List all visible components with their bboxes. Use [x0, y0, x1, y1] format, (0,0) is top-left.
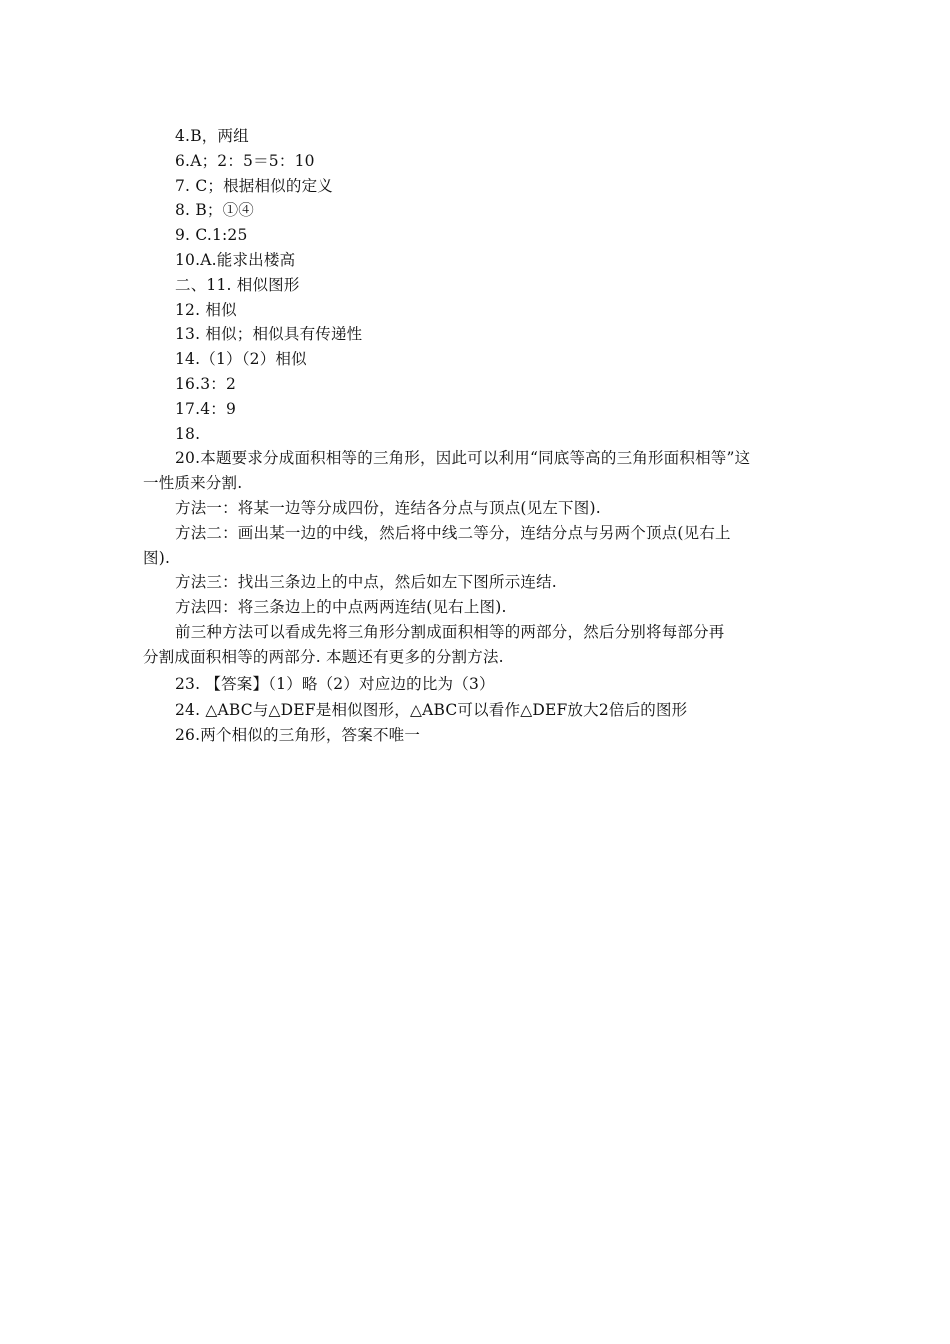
method-note: [143, 620, 813, 670]
answer-17: 17.4：9: [175, 399, 237, 418]
method-note-line-2: 分割成面积相等的两部分. 本题还有更多的分割方法.: [143, 647, 504, 666]
method-3: 方法三：找出三条边上的中点，然后如左下图所示连结.: [175, 573, 557, 592]
method-4: 方法四：将三条边上的中点两两连结(见右上图).: [175, 598, 507, 617]
answer-24: 24. △ABC与△DEF是相似图形，△ABC可以看作△DEF放大2倍后的图形: [175, 701, 688, 720]
method-2-line-1: 方法二：画出某一边的中线，然后将中线二等分，连结分点与另两个顶点(见右上: [175, 523, 731, 542]
answer-14: 14.（1）（2）相似: [175, 350, 307, 369]
answer-10: 10.A.能求出楼高: [175, 250, 296, 269]
answer-18: 18.: [175, 424, 201, 443]
answer-20-line-2: 一性质来分割.: [143, 474, 243, 493]
answer-26: 26.两个相似的三角形，答案不唯一: [175, 726, 421, 745]
answer-7: 7. C；根据相似的定义: [175, 176, 333, 195]
method-1: 方法一：将某一边等分成四份，连结各分点与顶点(见左下图).: [175, 498, 601, 517]
answer-6: 6.A；2：5＝5：10: [175, 151, 315, 170]
answer-23: 23. 【答案】（1）略（2）对应边的比为（3）: [175, 674, 495, 693]
answer-list: [143, 124, 813, 748]
method-note-line-1: 前三种方法可以看成先将三角形分割成面积相等的两部分，然后分别将每部分再: [175, 622, 725, 641]
method-2: [143, 521, 813, 571]
answer-8: 8. B；①④: [175, 201, 255, 220]
answer-16: 16.3：2: [175, 374, 237, 393]
answer-9: 9. C.1:25: [175, 226, 248, 245]
answer-20: [143, 446, 813, 496]
answer-4: 4.B，两组: [175, 127, 249, 145]
answer-11: 二、11. 相似图形: [175, 275, 300, 294]
answer-12: 12. 相似: [175, 300, 237, 319]
answer-13: 13. 相似；相似具有传递性: [175, 325, 363, 344]
method-2-line-2: 图).: [143, 548, 171, 567]
answer-20-line-1: 20.本题要求分成面积相等的三角形，因此可以利用“同底等高的三角形面积相等”这: [175, 449, 751, 468]
